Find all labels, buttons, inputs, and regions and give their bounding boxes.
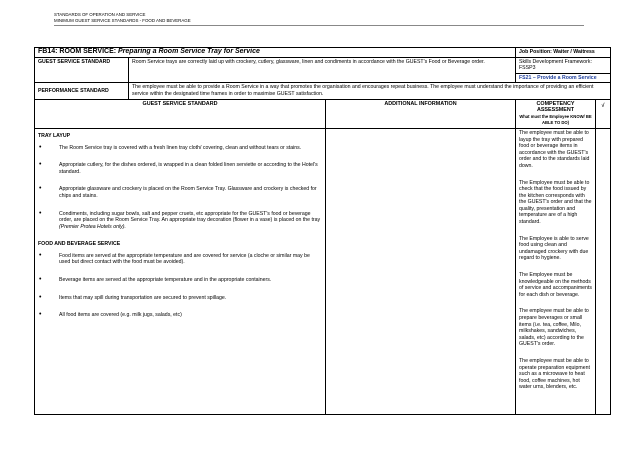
framework: Skills Development Framework: FSSP3 [516,57,611,73]
list-item: • Appropriate glassware and crockery is placed on the Room Service Tray. Glassware and crockery is checked for chips and stains. [38,186,322,199]
list-item [38,211,322,231]
list-item-text: Condiments, including sugar bowls, salt and pepper cruets, etc appropriate for the GUEST's food or beverage order, are placed on the Room Service Tray. An appropriate tray decoration (flower in a vase) is placed on the tray [59,210,321,224]
list-item: • Items that may spill during transportation are secured to prevent spillage. [38,295,322,302]
header-line-2: MINIMUM GUEST SERVICE STANDARDS - FOOD AND BEVERAGE [54,18,191,23]
competency-item: The employee must be able to prepare beverages or small items (i.e. tea, coffee, Milo, milkshakes, sandwiches, salads, etc) according to the GUEST's order. [519,308,589,348]
food-beverage-heading: FOOD AND BEVERAGE SERVICE [38,241,121,248]
tray-layup-heading: TRAY LAYUP [38,132,71,139]
list-item: • Food items are served at the appropriate temperature and are covered for service (a cloche or similar may be used but direct contact with the food must be avoided). [38,253,322,266]
gss-label: GUEST SERVICE STANDARD [35,57,129,83]
competency-item: The employee must be able to operate preparation equipment such as a microwave to heat food, coffee machines, hot water urns, blenders, etc. [519,357,590,391]
tray-layup-list [38,145,322,231]
header-line-1: STANDARDS OF OPERATION AND SERVICE [54,12,146,17]
list-item: • The Room Service tray is covered with a fresh linen tray cloth/ covering, clean and without tears or stains. [38,145,322,152]
standards-table [34,47,611,415]
unit: FS21 – Provide a Room Service [516,73,611,83]
check-icon: √ [596,99,611,128]
list-item: • Appropriate cutlery, for the dishes ordered, is wrapped in a clean folded linen serviette or according to the Hotel's standard. [38,162,322,175]
food-beverage-list [38,253,322,319]
ps-text: The employee must be able to provide a Room Service in a way that promotes the organisation and encourages repeat business. The employee must understand the importance of providing an efficient service within the designated time frames in order to maximise GUEST satisfaction. [129,83,611,99]
header-divider [54,25,584,26]
competency-item: The Employee is able to serve food using clean and undamaged crockery with due regard to hygiene. [519,235,589,262]
col-standard: GUEST SERVICE STANDARD [35,99,326,128]
gss-text: Room Service trays are correctly laid up with crockery, cutlery, glassware, linen and condiments in accordance with the GUEST's Food or Beverage order. [129,57,516,83]
page-title [35,48,516,58]
col-competency-title: COMPETENCY ASSESSMENT [536,100,575,114]
list-item: • All food items are covered (e.g. milk jugs, salads, etc) [38,312,322,319]
document-header [54,12,191,24]
title-main: Preparing a Room Service Tray for Service [118,48,260,55]
check-column [596,128,611,414]
title-code: FB14: [38,48,58,55]
additional-info-content [326,128,516,414]
ps-label: PERFORMANCE STANDARD [35,83,129,99]
job-position: Job Position: Waiter / Waitress [516,48,611,58]
competency-content [516,128,596,414]
competency-item: The Employee must be able to check that the food issued by the kitchen corresponds with the GUEST's order and that the quality, presentation and temperature are of a high standard. [519,179,592,226]
standard-content [35,128,326,414]
competency-item: The Employee must be knowledgeable on the methods of service and accompaniments for each dish or beverage. [519,272,592,298]
col-info: ADDITIONAL INFORMATION [326,99,516,128]
col-competency [516,99,596,128]
col-competency-sub: What must the Employee KNOW/ BE ABLE TO DO) [519,113,592,126]
list-item-italic: (Premier Protea Hotels only). [59,223,126,230]
competency-item: The employee must be able to layup the tray with prepared food or beverage items in accordance with the GUEST's order and to the standards laid down. [519,129,590,169]
list-item: • Beverage items are served at the appropriate temperature and in the appropriate containers. [38,277,322,284]
title-prefix: ROOM SERVICE: [59,48,117,55]
